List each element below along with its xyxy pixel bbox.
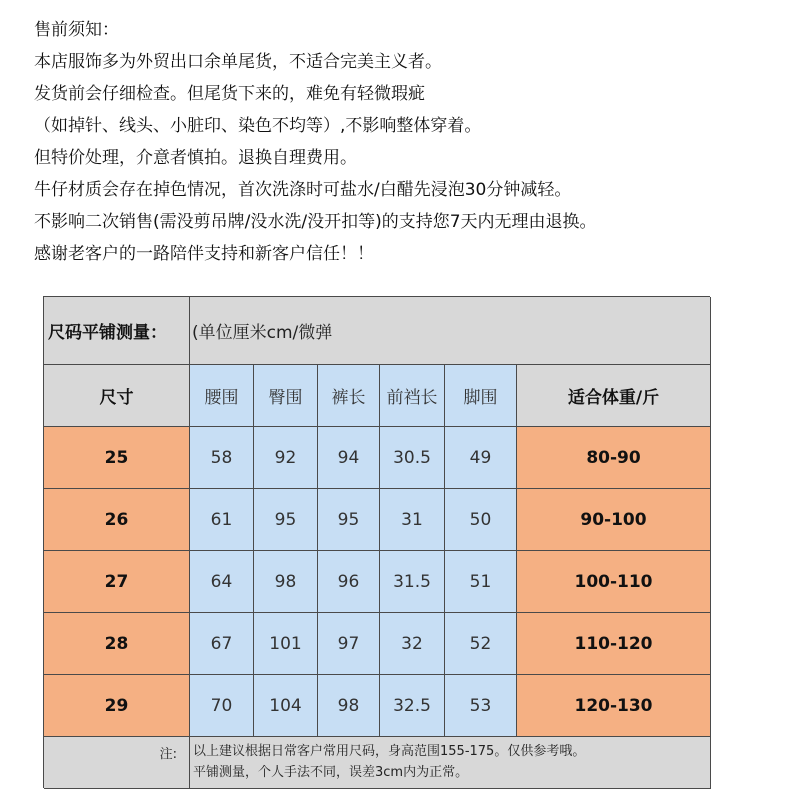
header-weight: 适合体重/斤 [517, 365, 711, 427]
header-leg-opening: 脚围 [445, 365, 517, 427]
cell-hip: 98 [254, 551, 318, 613]
cell-hip: 101 [254, 613, 318, 675]
cell-weight: 110-120 [517, 613, 711, 675]
cell-size: 27 [44, 551, 190, 613]
notice-line: 不影响二次销售(需没剪吊牌/没水洗/没开扣等)的支持您7天内无理由退换。 [34, 212, 597, 232]
note-text [190, 737, 711, 789]
cell-hip: 95 [254, 489, 318, 551]
cell-waist: 64 [190, 551, 254, 613]
cell-weight: 120-130 [517, 675, 711, 737]
notice-line: 但特价处理，介意者慎拍。退换自理费用。 [34, 148, 357, 168]
notice-line: （如掉针、线头、小脏印、染色不均等）,不影响整体穿着。 [34, 116, 482, 136]
cell-leg-opening: 50 [445, 489, 517, 551]
header-length: 裤长 [318, 365, 380, 427]
cell-size: 28 [44, 613, 190, 675]
notice-line: 发货前会仔细检查。但尾货下来的，难免有轻微瑕疵 [34, 84, 425, 104]
note-line: 平铺测量，个人手法不同，误差3cm内为正常。 [193, 765, 469, 780]
cell-waist: 67 [190, 613, 254, 675]
header-front-rise: 前裆长 [380, 365, 445, 427]
cell-front-rise: 32.5 [380, 675, 445, 737]
cell-waist: 70 [190, 675, 254, 737]
cell-weight: 100-110 [517, 551, 711, 613]
notice-line: 感谢老客户的一路陪伴支持和新客户信任！！ [34, 244, 374, 264]
cell-front-rise: 31 [380, 489, 445, 551]
cell-length: 96 [318, 551, 380, 613]
cell-weight: 80-90 [517, 427, 711, 489]
cell-size: 29 [44, 675, 190, 737]
cell-length: 98 [318, 675, 380, 737]
cell-leg-opening: 52 [445, 613, 517, 675]
cell-waist: 58 [190, 427, 254, 489]
cell-leg-opening: 51 [445, 551, 517, 613]
header-size: 尺寸 [44, 365, 190, 427]
notice-line: 本店服饰多为外贸出口余单尾货，不适合完美主义者。 [34, 52, 442, 72]
table-unit: (单位厘米cm/微弹 [190, 297, 711, 365]
header-hip: 臀围 [254, 365, 318, 427]
cell-weight: 90-100 [517, 489, 711, 551]
cell-hip: 104 [254, 675, 318, 737]
cell-front-rise: 30.5 [380, 427, 445, 489]
cell-front-rise: 31.5 [380, 551, 445, 613]
cell-front-rise: 32 [380, 613, 445, 675]
cell-hip: 92 [254, 427, 318, 489]
cell-length: 94 [318, 427, 380, 489]
note-label: 注: [44, 737, 190, 789]
cell-size: 25 [44, 427, 190, 489]
note-line: 以上建议根据日常客户常用尺码，身高范围155-175。仅供参考哦。 [193, 744, 586, 759]
cell-waist: 61 [190, 489, 254, 551]
cell-length: 97 [318, 613, 380, 675]
cell-size: 26 [44, 489, 190, 551]
size-table [43, 296, 710, 788]
table-title: 尺码平铺测量： [44, 297, 190, 365]
header-waist: 腰围 [190, 365, 254, 427]
notice-line: 售前须知： [34, 20, 119, 40]
cell-length: 95 [318, 489, 380, 551]
cell-leg-opening: 53 [445, 675, 517, 737]
notice-line: 牛仔材质会存在掉色情况，首次洗涤时可盐水/白醋先浸泡30分钟减轻。 [34, 180, 572, 200]
cell-leg-opening: 49 [445, 427, 517, 489]
pre-sale-notice [34, 14, 597, 270]
